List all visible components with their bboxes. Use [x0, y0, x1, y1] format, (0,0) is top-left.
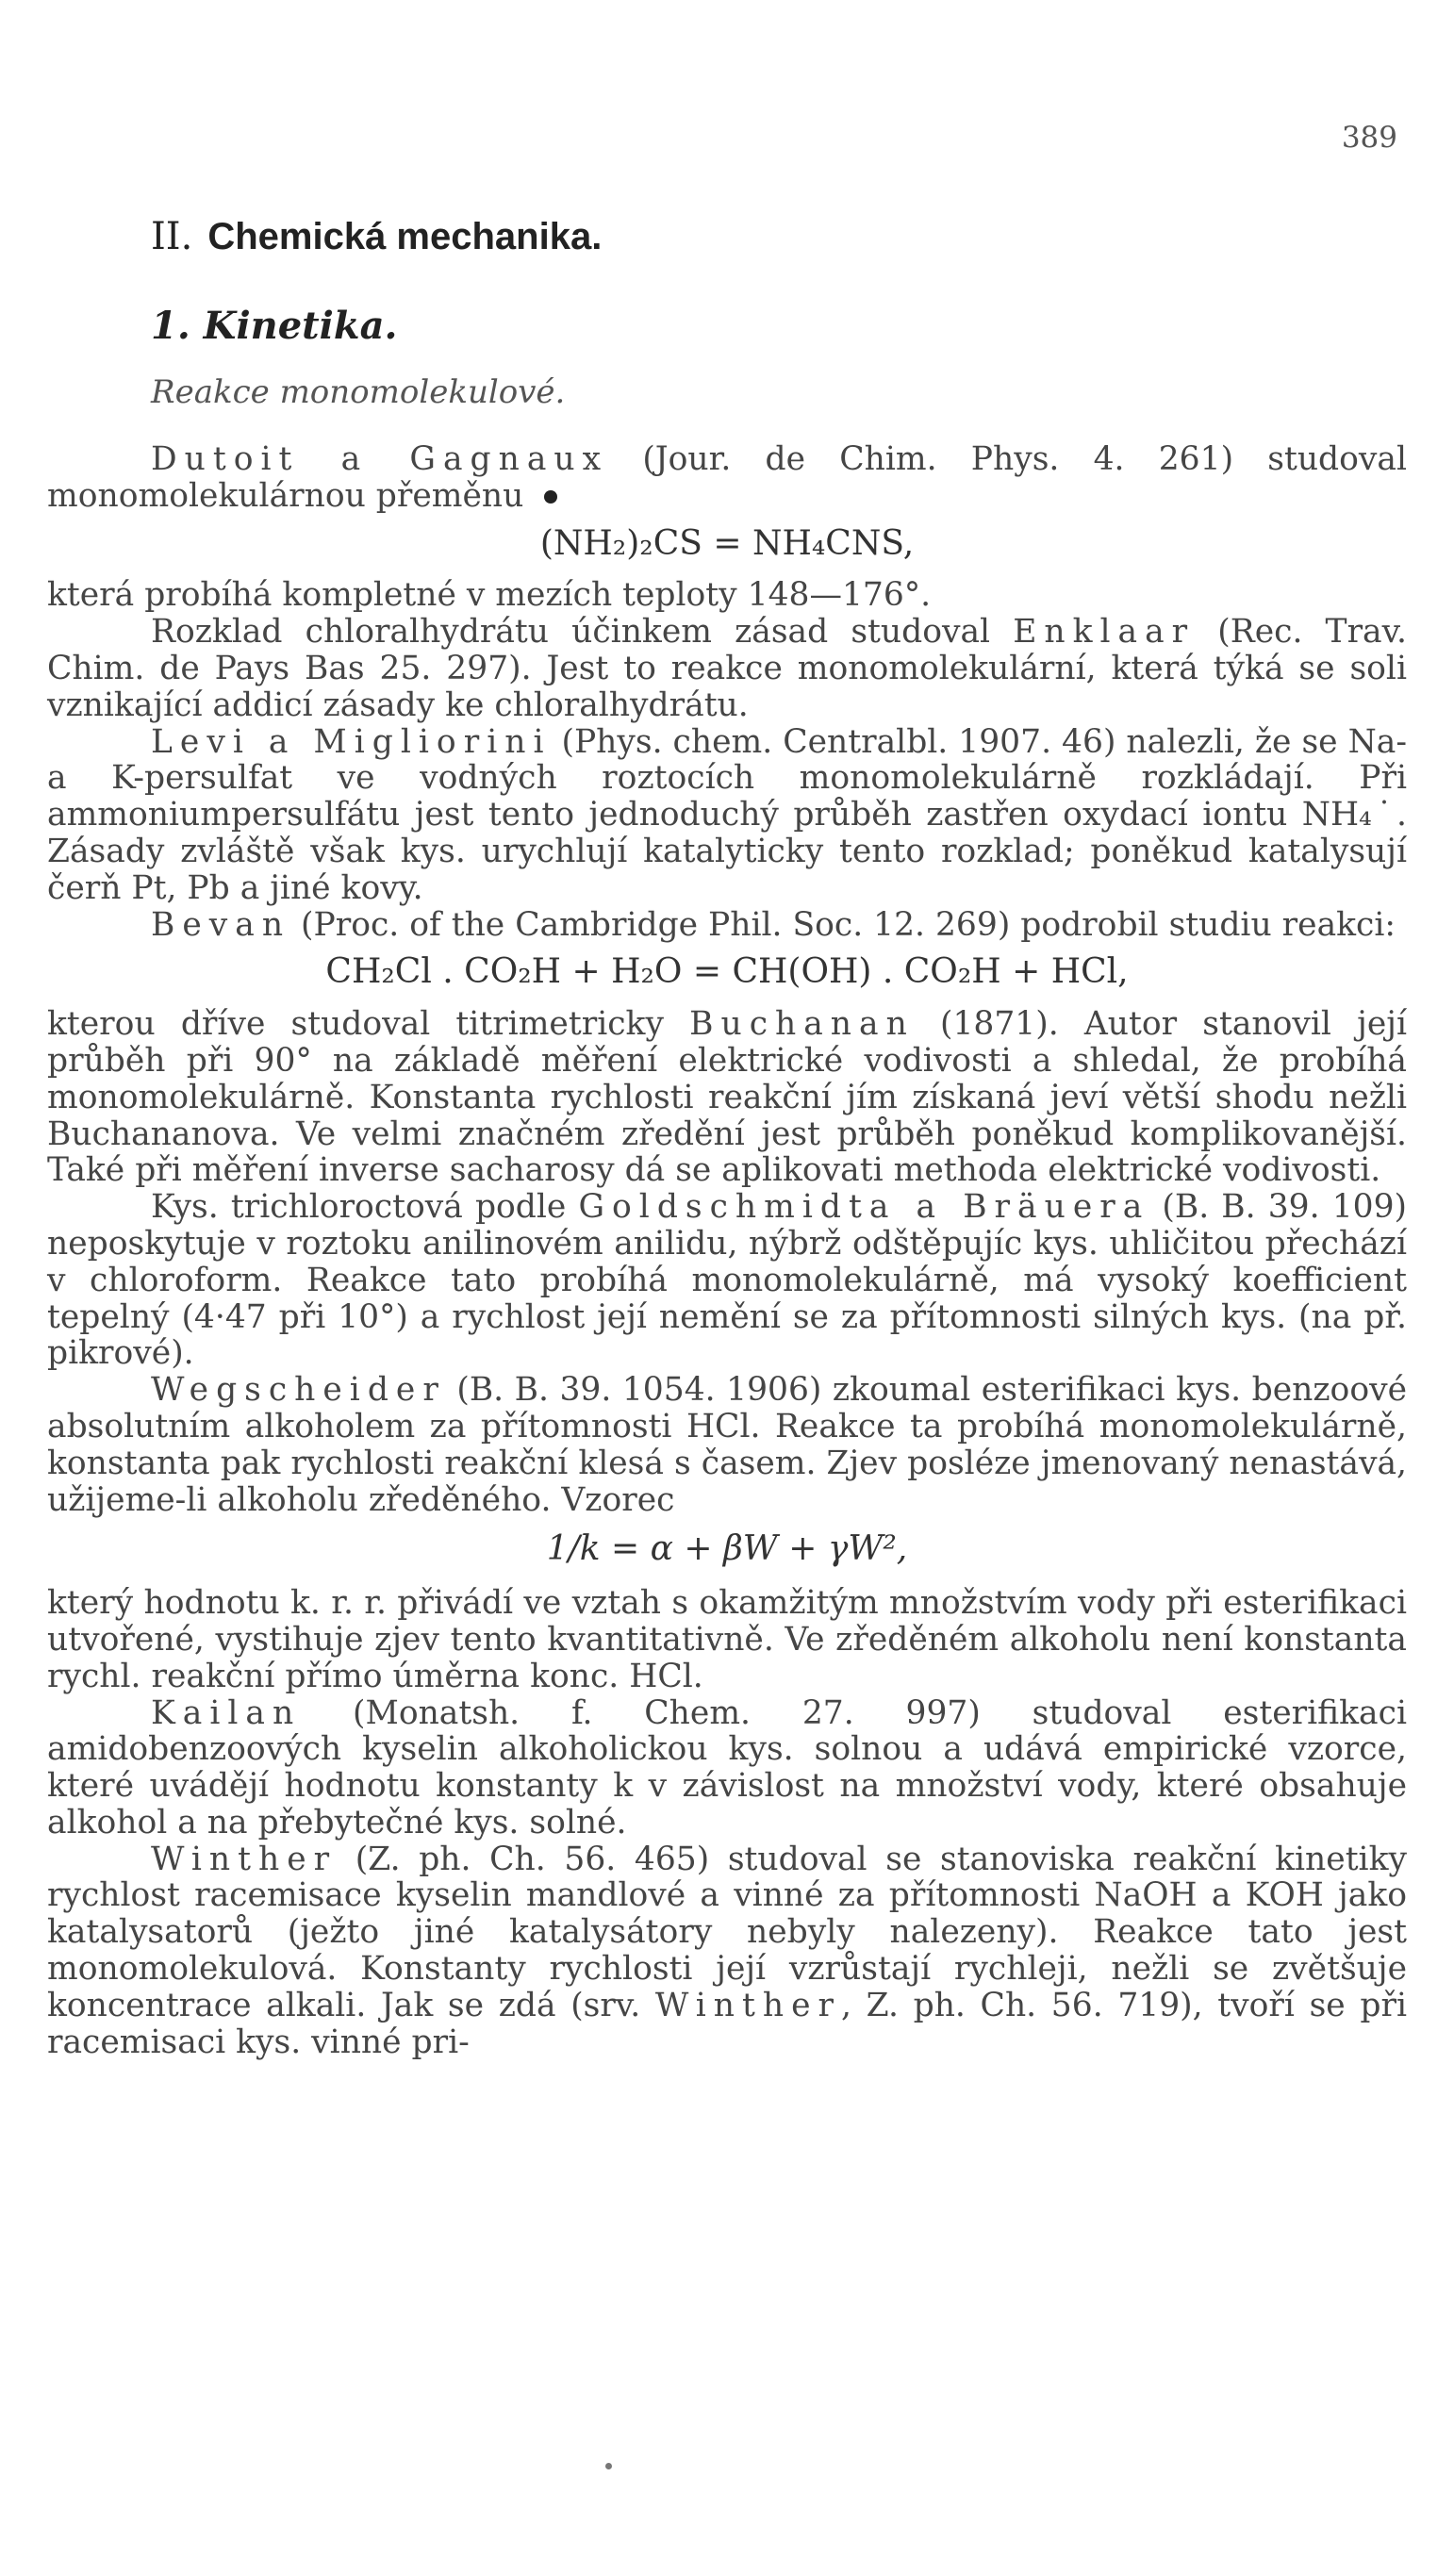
subsection-heading: Reakce monomolekulové.	[151, 373, 566, 411]
paragraph-winther	[47, 1841, 1407, 2061]
paragraph-text: Rozklad chloralhydrátu účinkem zásad studoval	[151, 613, 1014, 652]
paragraph-text: (Proc. of the Cambridge Phil. Soc. 12. 269) podrobil studiu reakci:	[290, 905, 1396, 944]
author-name: Buchanan	[689, 1005, 915, 1044]
paragraph-dutoit	[47, 441, 1407, 515]
body-text	[47, 441, 1407, 2060]
author-name: Wegscheider	[151, 1371, 446, 1410]
author-name: Winther	[654, 1986, 841, 2024]
author-name: Kailan	[151, 1693, 302, 1732]
equation-rate: 1/k = α + βW + γW²,	[546, 1529, 908, 1569]
author-name: Dutoit a Gagnaux	[151, 440, 609, 478]
paragraph-text: (1871). Autor stanovil její průběh při 90° na základě měření elektrické vodivosti a shledal, že probíhá monomolekulárně. Konstanta rychlosti reakční jím získaná jeví větší shodu nežli Buchananova. Ve velmi značném zředění jest průběh poněkud komplikovanější. Také při měření inverse sacharosy dá se aplikovati methoda elektrické vodivosti.	[47, 1005, 1407, 1190]
page-speck	[605, 2463, 612, 2469]
paragraph-text: kterou dříve studoval titrimetricky	[47, 1005, 690, 1044]
chapter-heading	[151, 215, 602, 258]
author-name: Levi a Migliorini	[151, 722, 552, 761]
section-heading: 1. Kinetika.	[151, 304, 398, 348]
paragraph-text: (Jour. de Chim. Phys. 4. 261) studoval monomolekulárnou přeměnu	[47, 440, 1408, 515]
paragraph-text: (B. B. 39. 109) neposkytuje v roztoku anilinovém anilidu, nýbrž odštěpujíc kys. uhličitou přechází v chloroform. Reakce tato probíhá monomolekulárně, má vysoký koefficient tepelný (4·47 při 10°) a rychlost její nemění se za přítomnosti silných kys. (na př. pikrové).	[47, 1188, 1408, 1373]
paragraph-text: (Phys. chem. Centralbl. 1907. 46) nalezli, že se Na- a K-persulfat ve vodných roztocích monomolekulárně rozkládají. Při ammoniumpersulfátu jest tento jednoduchý průběh zastřen oxydací iontu NH₄˙. Zásady zvláště však kys. urychlují katalyticky tento rozklad; poněkud katalysují čerň Pt, Pb a jiné kovy.	[47, 722, 1407, 907]
paragraph-text: (B. B. 39. 1054. 1906) zkoumal esterifikaci kys. benzoové absolutním alkoholem za přítomnosti HCl. Reakce ta probíhá monomolekulárně, konstanta pak rychlosti reakční klesá s časem. Zjev posléze jmenovaný nenastává, užijeme-li alkoholu zředěného. Vzorec	[47, 1371, 1407, 1519]
paragraph-wegscheider	[47, 1372, 1407, 1518]
paragraph-kailan	[47, 1695, 1407, 1841]
equation-chloroacetic: CH₂Cl . CO₂H + H₂O = CH(OH) . CO₂H + HCl,	[325, 952, 1129, 992]
bullet-dot	[544, 490, 557, 504]
paragraph-text: (Rec. Trav. Chim. de Pays Bas 25. 297). Jest to reakce monomolekulární, která týká se soli vznikající addicí zásady ke chloralhydrátu.	[47, 613, 1407, 724]
author-name: Bevan	[151, 905, 291, 944]
chapter-title: Chemická mechanika.	[207, 216, 603, 257]
paragraph-text: Kys. trichloroctová podle	[151, 1188, 579, 1227]
paragraph-continuation: který hodnotu k. r. r. přivádí ve vztah s okamžitým množstvím vody při esterifikaci utvořené, vystihuje zjev tento kvantitativně. Ve zředěném alkoholu není konstanta rychl. reakční přímo úměrna konc. HCl.	[47, 1584, 1407, 1695]
paragraph-levi	[47, 724, 1407, 907]
paragraph-text: , Z. ph. Ch. 56. 719), tvoří se při racemisaci kys. vinné pri-	[47, 1986, 1407, 2061]
paragraph-bevan	[47, 907, 1407, 944]
paragraph-text: (Z. ph. Ch. 56. 465) studoval se stanoviska reakční kinetiky rychlost racemisace kyselin mandlové a vinné za přítomnosti NaOH a KOH jako katalysatorů (ježto jiné katalysátory nebyly nalezeny). Reakce tato jest monomolekulová. Konstanty rychlosti její vzrůstají rychleji, nežli se zvětšuje koncentrace alkali. Jak se zdá (srv.	[47, 1840, 1407, 2024]
author-name: Winther	[151, 1840, 338, 1878]
paragraph-text: (Monatsh. f. Chem. 27. 997) studoval esterifikaci amidobenzoových kyselin alkoholickou kys. solnou a udává empirické vzorce, které uvádějí hodnotu konstanty k v závislost na množství vody, které obsahuje alkohol a na přebytečné kys. solné.	[47, 1693, 1407, 1841]
chapter-number: II.	[151, 215, 193, 258]
equation-thiourea: (NH₂)₂CS = NH₄CNS,	[539, 523, 915, 563]
page-number: 389	[1341, 121, 1397, 155]
author-name: Goldschmidta a Bräuera	[578, 1188, 1150, 1227]
author-name: Enklaar	[1013, 613, 1196, 652]
paragraph-trichloroacetic	[47, 1189, 1407, 1372]
paragraph-continuation: která probíhá kompletné v mezích teploty 148—176°.	[47, 576, 932, 615]
paragraph-enklaar	[47, 614, 1407, 723]
paragraph-buchanan	[47, 1006, 1407, 1189]
